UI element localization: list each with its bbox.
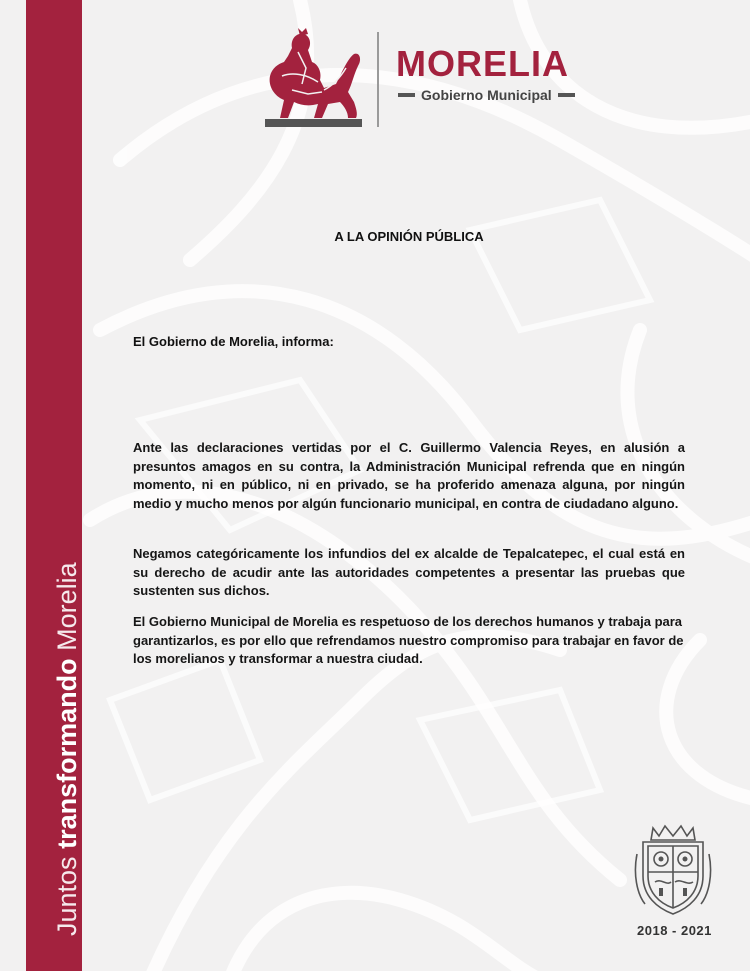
equestrian-statue-icon (262, 28, 366, 130)
document-heading: A LA OPINIÓN PÚBLICA (334, 229, 484, 244)
side-banner-word-juntos: Juntos (52, 856, 82, 936)
administration-years: 2018 - 2021 (637, 923, 712, 938)
side-banner-word-transformando: transformando (52, 658, 82, 849)
brand-subtitle: Gobierno Municipal (421, 87, 552, 103)
dash-right (558, 93, 575, 97)
side-banner-word-morelia: Morelia (52, 562, 82, 651)
paragraph-1: Ante las declaraciones vertidas por el C. Guillermo Valencia Reyes, en alusión a presuntos amagos en su contra, la Administración Municipal refrenda que en ningún momento, ni en público, ni en privado, se ha proferido amenaza alguna, por ningún medio y mucho menos por algún funcionario municipal, en contra de ciudadano alguno. (133, 440, 685, 511)
dash-left (398, 93, 415, 97)
brand-subtitle-row (398, 88, 575, 102)
logo-divider (377, 32, 379, 127)
paragraph-2: Negamos categóricamente los infundios del ex alcalde de Tepalcatepec, el cual está en su derecho de acudir ante las autoridades competentes a presentar las pruebas que sustenten sus dichos. (133, 546, 685, 599)
paragraph-3: El Gobierno Municipal de Morelia es respetuoso de los derechos humanos y trabaja para garantizarlos, es por ello que refrendamos nuestro compromiso para trabajar en favor de los morelianos y transformar a nuestra ciudad. (133, 614, 684, 667)
brand-name: MORELIA (396, 43, 569, 84)
document-intro: El Gobierno de Morelia, informa: (133, 334, 334, 349)
coat-of-arms-icon (633, 824, 713, 916)
side-banner-slogan (54, 562, 81, 936)
